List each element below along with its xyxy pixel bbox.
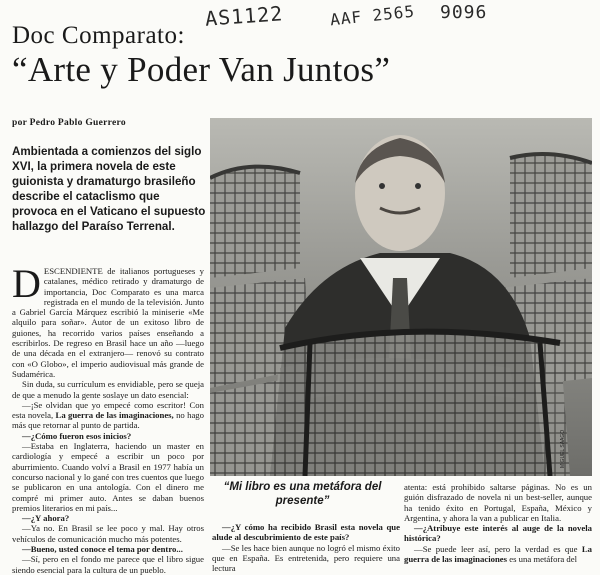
book-title: La guerra de las imaginaciones — [404, 543, 592, 565]
article-kicker: Doc Comparato: — [12, 22, 185, 49]
photo-caption: “Mi libro es una metáfora del presente” — [223, 481, 382, 507]
drop-cap: D — [12, 261, 41, 306]
photo-credit: MIGUEL SAAGO — [560, 429, 566, 468]
paragraph: Sin duda, su currículum es envidiable, pero se queja de que a menudo la gente soslaye un dato esencial: — [12, 379, 204, 400]
article-intro: Ambientada a comienzos del siglo XVI, la primera novela de este guionista y dramaturgo brasileño describe el cataclismo que provoca en el Vaticano el supuesto hallazgo del Paraíso Terrenal. — [12, 145, 206, 233]
question: —¿Atribuye este interés al auge de la novela histórica? — [404, 523, 592, 544]
paragraph: no hago más que retornar al punto de partida. — [12, 410, 204, 431]
handwritten-note: AAF 2565 — [329, 1, 416, 30]
handwritten-note: 9096 — [440, 2, 488, 23]
question: —¿Y cómo ha recibido Brasil esta novela que alude al descubrimiento de este país? — [212, 522, 400, 543]
question: —¿Cómo fueron esos inicios? — [22, 430, 132, 441]
paragraph: —¡Se olvidan que yo empecé como escritor! Con esta novela, — [12, 399, 204, 421]
paragraph: de italianos portugueses y catalanes, médico retirado y dramaturgo de importancia, Doc Comparato es una marca registrada en el mundo de la televisión. Junto a Gabriel García Márquez escribió la miniserie «Me alquilo para soñar». Autor de un exitoso libro de guiones, ha recorrido varios países enseñando a escribirlos. De regreso en Brasil hace un año —luego de una década en el extranjero— renovó su contrato con «O Globo», el imperio audiovisual más grande de Sudamérica. — [12, 266, 204, 379]
author-photo — [210, 118, 592, 476]
article-column-3 — [404, 482, 592, 564]
question: —Bueno, usted conoce el tema por dentro... — [22, 544, 183, 555]
byline: por Pedro Pablo Guerrero — [12, 118, 126, 128]
handwritten-note: AS1122 — [204, 1, 284, 31]
book-title: La guerra de las imaginaciones, — [55, 410, 174, 421]
paragraph: —Ya no. En Brasil se lee poco y mal. Hay otros vehículos de comunicación mucho más potentes. — [12, 523, 204, 544]
paragraph: —Se puede leer así, pero la verdad es que — [414, 543, 578, 554]
question: —¿Y ahora? — [22, 513, 70, 524]
article-column-2 — [212, 522, 400, 573]
article-headline: “Arte y Poder Van Juntos” — [12, 50, 391, 89]
lead-word: ESCENDIENTE — [43, 266, 103, 276]
paragraph: es una metáfora del — [509, 554, 577, 565]
article-column-1 — [12, 261, 204, 575]
paragraph: —Sí, pero en el fondo me parece que el libro sigue siendo esencial para la cultura de un pueblo. — [12, 554, 204, 575]
paragraph: —Estaba en Inglaterra, haciendo un master en cardiología y empecé a escribir un poco por aburrimiento. Cuando volví a Brasil en 1977 había un concurso nacional y lo gané con tres cuentos que luego se publicaron en una antología. Con el dinero me compré mi primer auto. Antes se daban buenos premios literarios en mi país... — [12, 441, 204, 513]
paragraph: —Se les hace bien aunque no logró el mismo éxito que en España. Es entretenida, pero requiere una lectura — [212, 542, 400, 574]
paragraph: atenta: está prohibido saltarse páginas. No es un guión disfrazado de novela ni un best-seller, aunque ha tenido éxito en Portugal, España, México y Argentina, y ahora la van a publicar en Italia. — [404, 482, 592, 523]
